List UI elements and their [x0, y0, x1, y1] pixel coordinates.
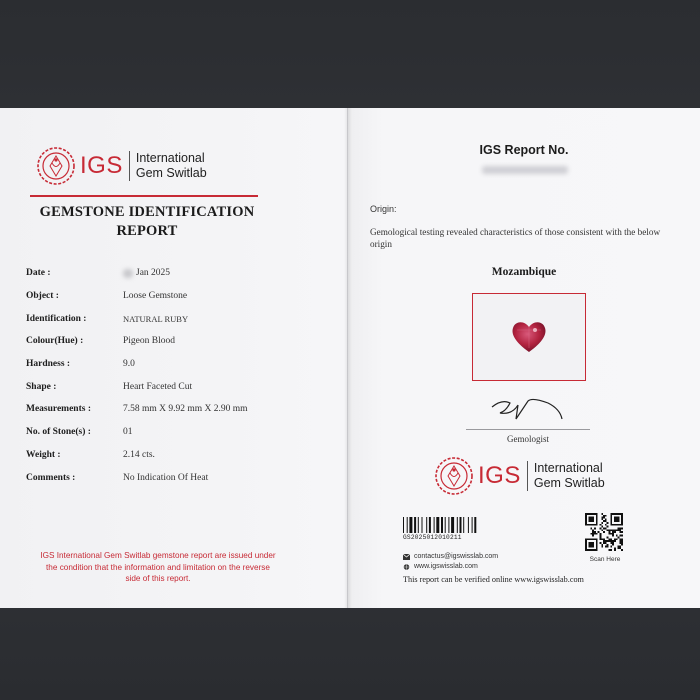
report-title-line1: GEMSTONE IDENTIFICATION — [39, 204, 255, 220]
logo-full-name — [136, 151, 207, 181]
disclaimer-line3: side of this report. — [125, 574, 191, 583]
detail-row-stones — [26, 421, 336, 444]
detail-value: NATURAL RUBY — [123, 313, 189, 324]
barcode-number: GS2025012010211 — [403, 534, 462, 541]
signature-line — [466, 429, 590, 430]
logo-brand-text: IGS — [80, 152, 123, 179]
logo-brand-text: IGS — [478, 462, 521, 489]
origin-country: Mozambique — [491, 266, 557, 278]
detail-value: 9.0 — [123, 359, 135, 370]
report-number-title: IGS Report No. — [479, 143, 569, 157]
email-icon — [403, 554, 410, 560]
detail-row-date — [26, 262, 336, 285]
gem-photo-frame — [472, 293, 586, 381]
detail-label: Colour(Hue) : — [26, 336, 84, 347]
igs-logo-right — [434, 456, 605, 496]
detail-value: Pigeon Blood — [123, 336, 175, 347]
disclaimer-line2: the condition that the information and limitation on the reverse — [46, 562, 270, 572]
detail-value — [123, 268, 170, 278]
origin-description: Gemological testing revealed characteristics of those consistent with the below origin — [370, 227, 661, 249]
igs-emblem-icon — [434, 456, 474, 496]
logo-divider — [527, 461, 528, 491]
logo-divider — [129, 151, 130, 181]
detail-value: 01 — [123, 427, 133, 438]
logo-name-line2: Gem Switlab — [533, 476, 605, 490]
igs-logo-left — [36, 146, 207, 186]
logo-name-line2: Gem Switlab — [135, 166, 207, 180]
detail-label: No. of Stone(s) : — [26, 427, 91, 438]
detail-label: Hardness : — [26, 359, 71, 370]
email-text: contactus@igswisslab.com — [414, 553, 499, 560]
logo-name-line1: International — [135, 151, 205, 165]
gemologist-signature — [488, 393, 568, 425]
detail-label: Measurements : — [26, 404, 91, 415]
email-contact — [403, 553, 498, 560]
title-rule — [30, 195, 258, 197]
website-contact — [403, 563, 478, 570]
detail-value: No Indication Of Heat — [123, 472, 209, 483]
globe-icon — [403, 564, 410, 570]
detail-row-comments — [26, 466, 336, 489]
logo-name-line1: International — [533, 461, 603, 475]
verify-online-text: This report can be verified online www.igswisslab.com — [403, 575, 584, 584]
website-text: www.igswisslab.com — [414, 563, 478, 570]
barcode-icon — [403, 517, 485, 533]
detail-label: Comments : — [26, 472, 76, 483]
detail-row-weight — [26, 444, 336, 467]
detail-label: Identification : — [26, 313, 87, 324]
disclaimer-text — [24, 550, 292, 585]
detail-row-identification — [26, 307, 336, 330]
detail-label: Date : — [26, 268, 51, 279]
detail-value: 7.58 mm X 9.92 mm X 2.90 mm — [123, 404, 248, 415]
report-title-line2: REPORT — [116, 223, 178, 239]
igs-emblem-icon — [36, 146, 76, 186]
scan-here-label: Scan Here — [589, 556, 621, 563]
gemologist-label: Gemologist — [507, 434, 549, 444]
page-fold — [344, 108, 352, 608]
heart-ruby-image — [509, 318, 549, 356]
report-title — [26, 203, 268, 241]
detail-label: Shape : — [26, 381, 57, 392]
redacted-report-number — [482, 166, 568, 174]
date-value: Jan 2025 — [136, 268, 171, 279]
detail-value: Loose Gemstone — [123, 291, 188, 302]
disclaimer-line1: IGS International Gem Switlab gemstone report are issued under — [40, 551, 276, 560]
origin-label: Origin: — [370, 204, 397, 214]
gem-details-table — [26, 262, 336, 489]
redacted-day — [123, 269, 133, 278]
detail-label: Object : — [26, 291, 59, 302]
qr-code-icon — [585, 512, 623, 552]
detail-label: Weight : — [26, 449, 61, 460]
detail-row-hardness — [26, 353, 336, 376]
detail-row-measurements — [26, 398, 336, 421]
detail-value: 2.14 cts. — [123, 449, 155, 460]
detail-row-colour — [26, 330, 336, 353]
detail-row-object — [26, 285, 336, 308]
detail-value: Heart Faceted Cut — [123, 381, 193, 392]
logo-full-name — [534, 461, 605, 491]
detail-row-shape — [26, 375, 336, 398]
